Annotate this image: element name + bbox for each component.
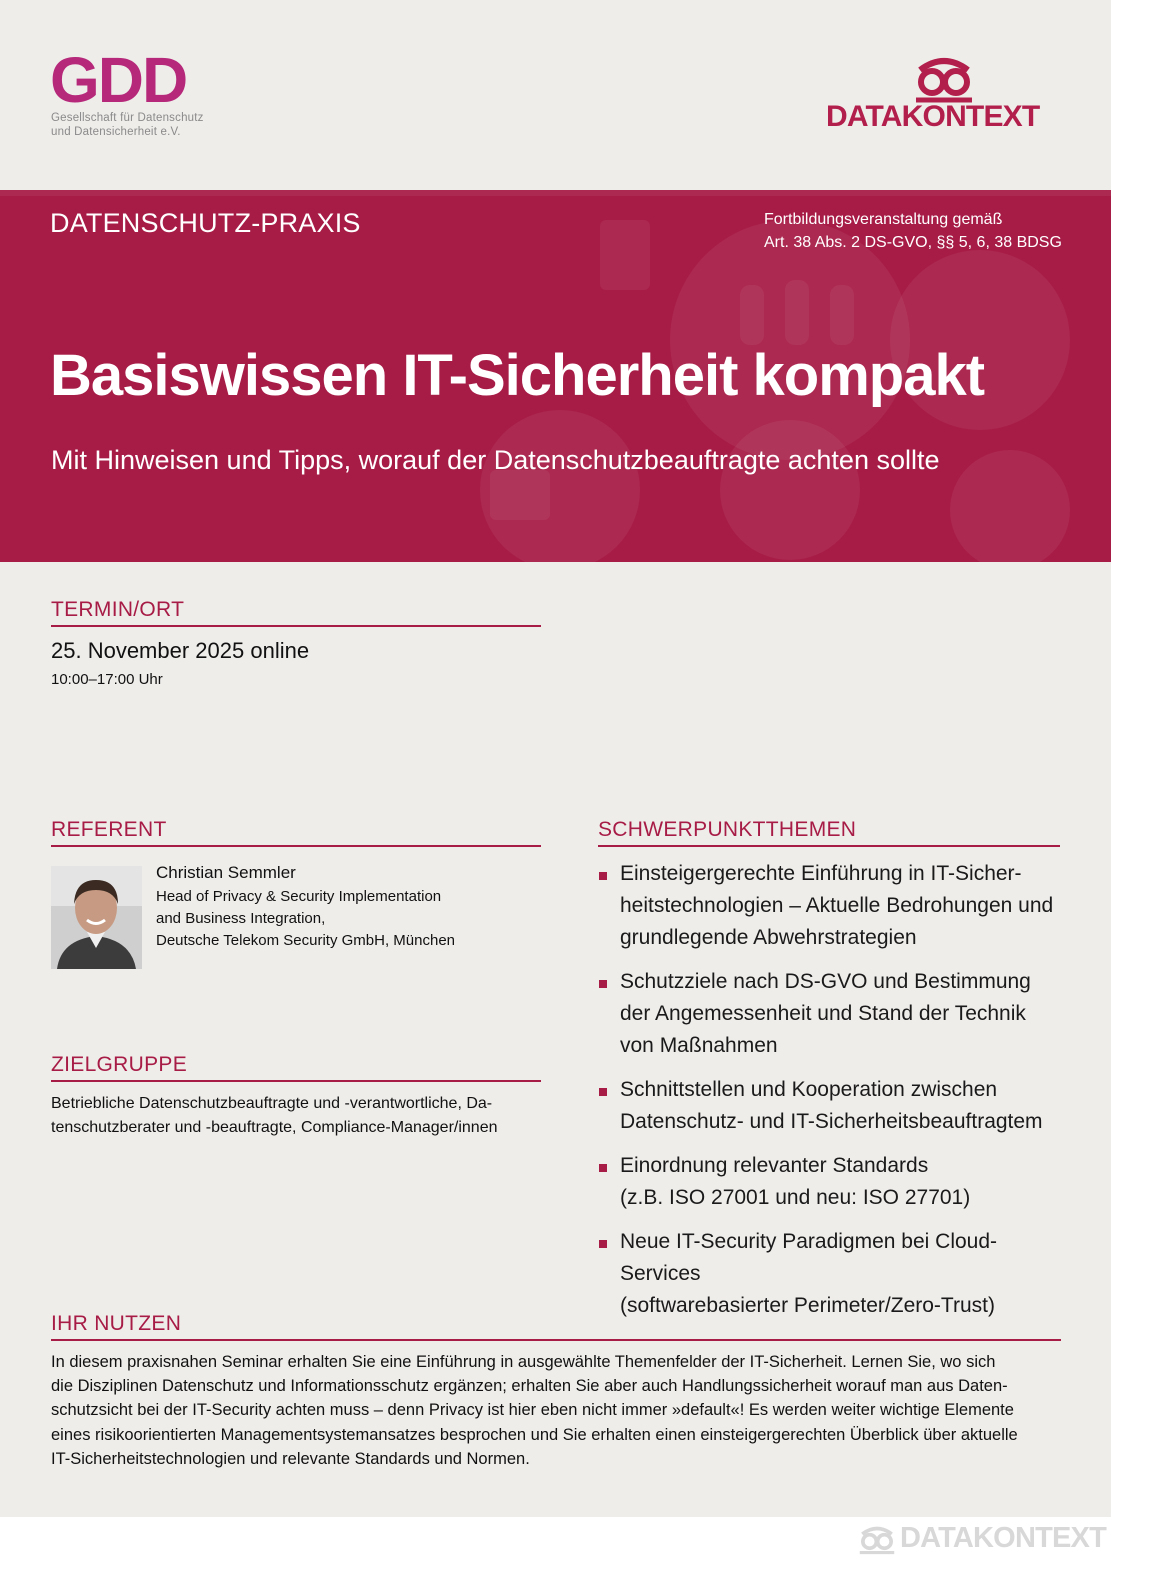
list-item xyxy=(598,1226,1068,1322)
termin-heading: TERMIN/ORT xyxy=(51,598,541,627)
speaker-role-line: Deutsche Telekom Security GmbH, München xyxy=(156,932,456,949)
speaker-name: Christian Semmler xyxy=(156,863,296,882)
target-audience-text xyxy=(51,1092,536,1140)
speaker-portrait-icon xyxy=(51,866,142,969)
topic-line: Einordnung relevanter Standards xyxy=(620,1154,929,1177)
topic-line: Neue IT-Security Paradigmen bei Cloud-Services xyxy=(620,1230,998,1285)
nutzen-heading: IHR NUTZEN xyxy=(51,1312,1061,1341)
speaker-photo xyxy=(51,866,142,969)
benefit-line: schutzsicht bei der IT-Security achten muss – denn Privacy ist hier eben nicht immer »default«! Es werden weiter wichtige Elemente xyxy=(51,1401,1014,1420)
gdd-subtitle xyxy=(51,111,204,139)
page-title: Basiswissen IT-Sicherheit kompakt xyxy=(50,343,985,408)
topic-line: grundlegende Abwehrstrategien xyxy=(620,926,917,949)
benefit-line: eines risikoorientierten Managementsystemansatzes besprochen und Sie erhalten einen einsteigergerechten Überblick über aktuelle xyxy=(51,1425,1018,1444)
event-date: 25. November 2025 online xyxy=(51,638,310,663)
target-audience-line: Betriebliche Datenschutzbeauftragte und -verantwortliche, Da- xyxy=(51,1095,493,1112)
list-item xyxy=(598,1150,1068,1214)
bullet-icon xyxy=(599,872,607,880)
certification-line: Art. 38 Abs. 2 DS-GVO, §§ 5, 6, 38 BDSG xyxy=(764,234,1062,251)
topic-line: Schnittstellen und Kooperation zwischen xyxy=(620,1078,998,1101)
certification-line: Fortbildungsveranstaltung gemäß xyxy=(764,211,1003,228)
series-label: DATENSCHUTZ-PRAXIS xyxy=(50,208,361,238)
bullet-icon xyxy=(599,1088,607,1096)
certification-note xyxy=(764,208,1062,254)
benefit-line: In diesem praxisnahen Seminar erhalten Sie eine Einführung in ausgewählte Themenfelder der IT-Sicherheit. Lernen Sie, wo sich xyxy=(51,1353,996,1371)
datakontext-logo-text: DATAKONTEXT xyxy=(826,100,1040,133)
speaker-role xyxy=(156,886,455,952)
benefit-text xyxy=(51,1350,1061,1471)
topic-line: Datenschutz- und IT-Sicherheitsbeauftragtem xyxy=(620,1110,1043,1133)
topic-line: der Angemessenheit und Stand der Technik xyxy=(620,1002,1026,1025)
zielgruppe-heading: ZIELGRUPPE xyxy=(51,1053,541,1082)
nutzen-section xyxy=(51,1312,1061,1341)
topic-line: (softwarebasierter Perimeter/Zero-Trust) xyxy=(620,1294,995,1317)
referent-section xyxy=(51,818,541,847)
gdd-logo-text: GDD xyxy=(50,50,187,106)
owl-icon xyxy=(912,52,976,104)
footer-logo-text: DATAKONTEXT xyxy=(900,1522,1106,1554)
gdd-logo xyxy=(50,50,200,106)
benefit-line: IT-Sicherheitstechnologien und relevante Standards und Normen. xyxy=(51,1449,530,1468)
zielgruppe-section xyxy=(51,1053,541,1082)
benefit-line: die Disziplinen Datenschutz und Informationsschutz ergänzen; erhalten Sie aber auch Handlungssicherheit worauf man aus Daten- xyxy=(51,1377,1008,1396)
topic-line: (z.B. ISO 27001 und neu: ISO 27701) xyxy=(620,1186,971,1209)
topic-list xyxy=(598,858,1068,1334)
schwerpunkte-heading: SCHWERPUNKTTHEMEN xyxy=(598,818,1060,847)
schwerpunkte-section xyxy=(598,818,1060,847)
topic-line: von Maßnahmen xyxy=(620,1034,778,1057)
title-banner xyxy=(0,190,1111,562)
bullet-icon xyxy=(599,1240,607,1248)
bullet-icon xyxy=(599,980,607,988)
gdd-subtitle-line: Gesellschaft für Datenschutz xyxy=(51,112,204,124)
list-item xyxy=(598,966,1068,1062)
speaker-role-line: Head of Privacy & Security Implementation xyxy=(156,888,442,905)
topic-line: Einsteigergerechte Einführung in IT-Sicher- xyxy=(620,862,1022,885)
speaker-role-line: and Business Integration, xyxy=(156,910,326,927)
termin-section xyxy=(51,598,541,627)
page-margin xyxy=(1111,0,1163,1570)
page-subtitle: Mit Hinweisen und Tipps, worauf der Datenschutzbeauftragte achten sollte xyxy=(51,445,940,475)
owl-icon xyxy=(857,1523,897,1555)
gdd-subtitle-line: und Datensicherheit e.V. xyxy=(51,126,181,138)
list-item xyxy=(598,1074,1068,1138)
list-item xyxy=(598,858,1068,954)
referent-heading: REFERENT xyxy=(51,818,541,847)
event-time: 10:00–17:00 Uhr xyxy=(51,671,163,688)
topic-line: Schutzziele nach DS-GVO und Bestimmung xyxy=(620,970,1031,993)
topic-line: heitstechnologien – Aktuelle Bedrohungen und xyxy=(620,894,1054,917)
bullet-icon xyxy=(599,1164,607,1172)
target-audience-line: tenschutzberater und -beauftragte, Compliance-Manager/innen xyxy=(51,1119,498,1136)
